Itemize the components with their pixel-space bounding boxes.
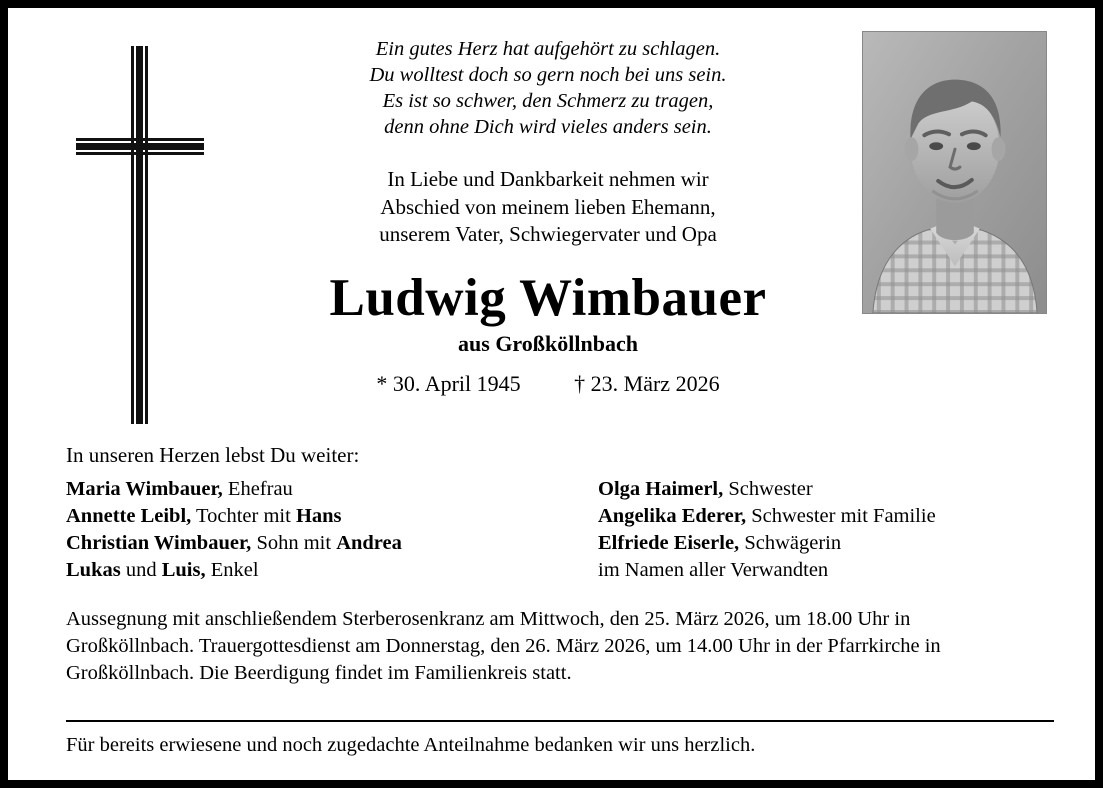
verse-line: Du wolltest doch so gern noch bei uns sein. bbox=[369, 64, 727, 86]
intro-line: Abschied von meinem lieben Ehemann, bbox=[380, 194, 716, 219]
cross-horizontal-line-top bbox=[76, 138, 204, 141]
survivor-relation: Enkel bbox=[205, 559, 259, 581]
list-item bbox=[598, 557, 1056, 584]
notice-top-block bbox=[238, 36, 858, 397]
survivor-relation: Sohn mit bbox=[251, 532, 337, 554]
survivor-name: Olga Haimerl, bbox=[598, 478, 724, 500]
cross-horizontal-line-bottom bbox=[76, 152, 204, 155]
cross-horizontal-line-middle bbox=[76, 143, 204, 150]
survivors-heading: In unseren Herzen lebst Du weiter: bbox=[66, 443, 360, 467]
survivor-partner-name: Hans bbox=[295, 505, 342, 527]
survivor-partner-name: Andrea bbox=[336, 532, 402, 554]
survivor-relation: Schwester mit Familie bbox=[746, 505, 936, 527]
survivors-column-right bbox=[598, 476, 1056, 584]
cross-icon bbox=[68, 38, 228, 428]
survivor-name: Christian Wimbauer, bbox=[66, 532, 252, 554]
service-details: Aussegnung mit anschließendem Sterberosenkranz am Mittwoch, den 25. März 2026, um 18.00 Uhr in Großköllnbach. Trauergottesdienst am Donnerstag, den 26. März 2026, um 14.00 Uhr in der Pfarrkirche in Großköllnbach. Die Beerdigung findet im Familienkreis statt. bbox=[66, 608, 941, 684]
survivor-name: Angelika Ederer, bbox=[598, 505, 747, 527]
survivor-relation: Schwägerin bbox=[739, 532, 842, 554]
survivor-conjunction: und bbox=[120, 559, 162, 581]
cross-vertical-line-left bbox=[131, 46, 134, 424]
verse-line: Es ist so schwer, den Schmerz zu tragen, bbox=[382, 90, 714, 112]
survivor-relation: Ehefrau bbox=[222, 478, 293, 500]
intro-line: unserem Vater, Schwiegervater und Opa bbox=[379, 222, 717, 246]
list-item bbox=[66, 530, 598, 557]
survivor-name: Maria Wimbauer, bbox=[66, 478, 223, 500]
list-item bbox=[66, 557, 598, 584]
intro-text bbox=[238, 166, 858, 249]
divider bbox=[66, 720, 1054, 722]
survivor-relation: Tochter mit bbox=[191, 505, 296, 527]
survivor-name: Annette Leibl, bbox=[66, 505, 192, 527]
portrait-photo bbox=[862, 31, 1047, 314]
list-item bbox=[598, 503, 1056, 530]
survivors-column-left bbox=[66, 476, 598, 584]
deceased-origin: aus Großköllnbach bbox=[458, 330, 638, 356]
survivors-columns bbox=[66, 476, 1056, 584]
deceased-name: Ludwig Wimbauer bbox=[329, 268, 767, 327]
intro-line: In Liebe und Dankbarkeit nehmen wir bbox=[387, 167, 709, 191]
list-item bbox=[66, 476, 598, 503]
verse-line: denn ohne Dich wird vieles anders sein. bbox=[384, 116, 712, 138]
verse bbox=[238, 36, 858, 140]
obituary-card bbox=[8, 8, 1095, 780]
survivor-name: Elfriede Eiserle, bbox=[598, 532, 740, 554]
death-date: † 23. März 2026 bbox=[574, 370, 720, 396]
survivor-relation: Schwester bbox=[723, 478, 813, 500]
list-item bbox=[598, 530, 1056, 557]
birth-date: * 30. April 1945 bbox=[376, 370, 521, 396]
survivor-relation: im Namen aller Verwandten bbox=[598, 559, 829, 581]
list-item bbox=[598, 476, 1056, 503]
verse-line: Ein gutes Herz hat aufgehört zu schlagen. bbox=[375, 38, 721, 60]
cross-vertical-line-right bbox=[145, 46, 148, 424]
survivor-partner-name: Luis, bbox=[161, 559, 206, 581]
life-dates bbox=[238, 371, 858, 397]
thanks-text: Für bereits erwiesene und noch zugedachte Anteilnahme bedanken wir uns herzlich. bbox=[66, 734, 756, 756]
cross-vertical-line-middle bbox=[136, 46, 143, 424]
list-item bbox=[66, 503, 598, 530]
survivor-name: Lukas bbox=[66, 559, 121, 581]
portrait-photo-graphic bbox=[863, 32, 1046, 313]
